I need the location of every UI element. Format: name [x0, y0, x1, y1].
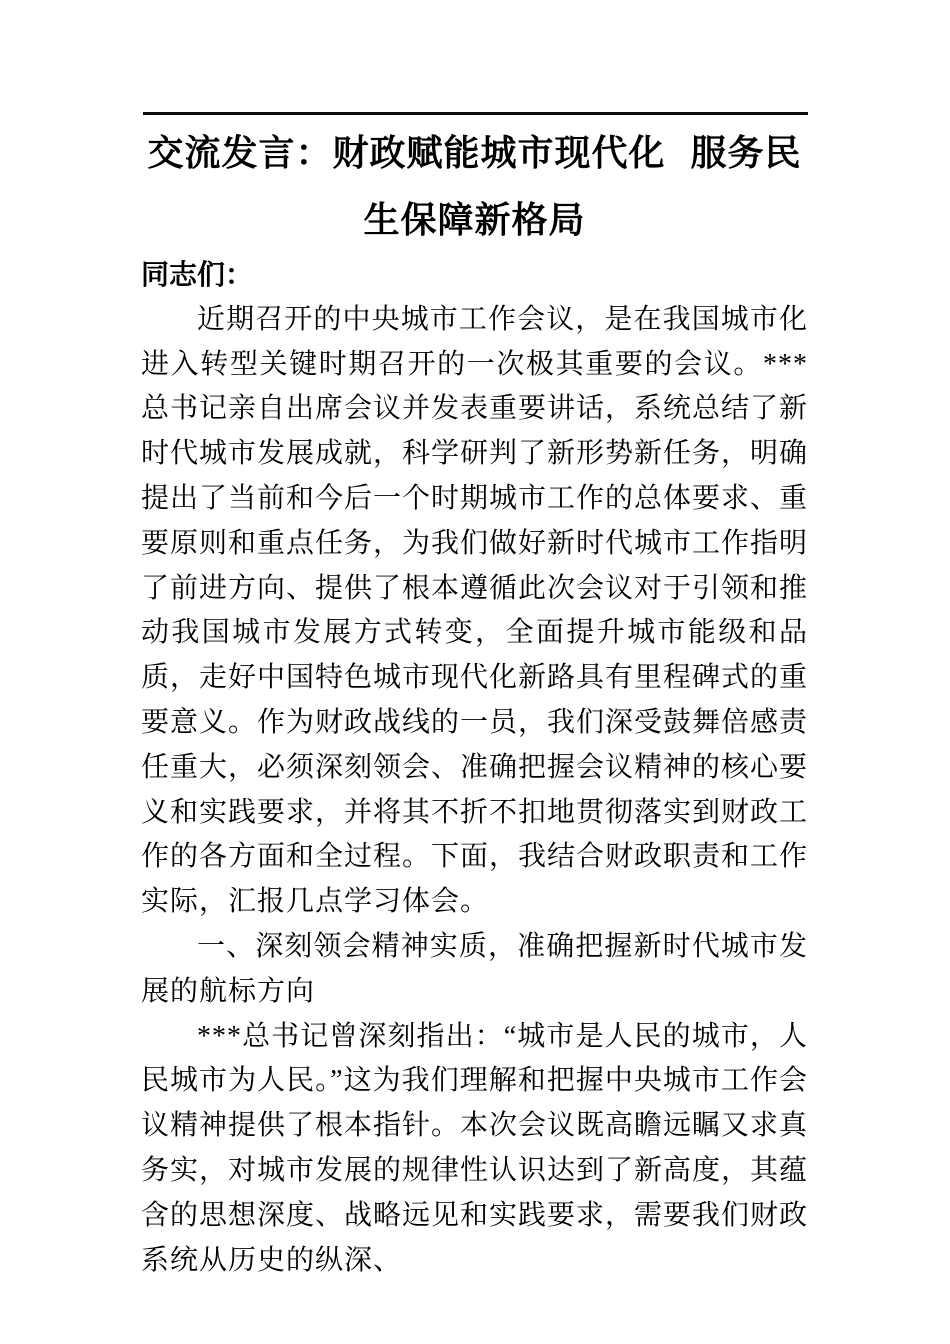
document-title: 交流发言：财政赋能城市现代化 服务民生保障新格局 — [147, 132, 802, 240]
title-divider — [143, 112, 808, 115]
document-content — [141, 119, 808, 1283]
body-paragraph-1: 近期召开的中央城市工作会议，是在我国城市化进入转型关键时期召开的一次极其重要的会议。***总书记亲自出席会议并发表重要讲话，系统总结了新时代城市发展成就，科学研判了新形势新任务，明确提出了当前和今后一个时期城市工作的总体要求、重要原则和重点任务，为我们做好新时代城市工作指明了前进方向、提供了根本遵循此次会议对于引领和推动我国城市发展方式转变，全面提升城市能级和品质，走好中国特色城市现代化新路具有里程碑式的重要意义。作为财政战线的一员，我们深受鼓舞倍感责任重大，必须深刻领会、准确把握会议精神的核心要义和实践要求，并将其不折不扣地贯彻落实到财政工作的各方面和全过程。下面，我结合财政职责和工作实际，汇报几点学习体会。 — [141, 303, 809, 918]
salutation: 同志们： — [141, 259, 254, 290]
section-heading-1: 一、深刻领会精神实质，准确把握新时代城市发展的航标方向 — [141, 930, 808, 1007]
body-paragraph-2: ***总书记曾深刻指出：“城市是人民的城市，人民城市为人民。”这为我们理解和把握中央城市工作会议精神提供了根本指针。本次会议既高瞻远瞩又求真务实，对城市发展的规律性认识达到了新高度，其蕴含的思想深度、战略远见和实践要求，需要我们财政系统从历史的纵深、 — [141, 1020, 809, 1276]
